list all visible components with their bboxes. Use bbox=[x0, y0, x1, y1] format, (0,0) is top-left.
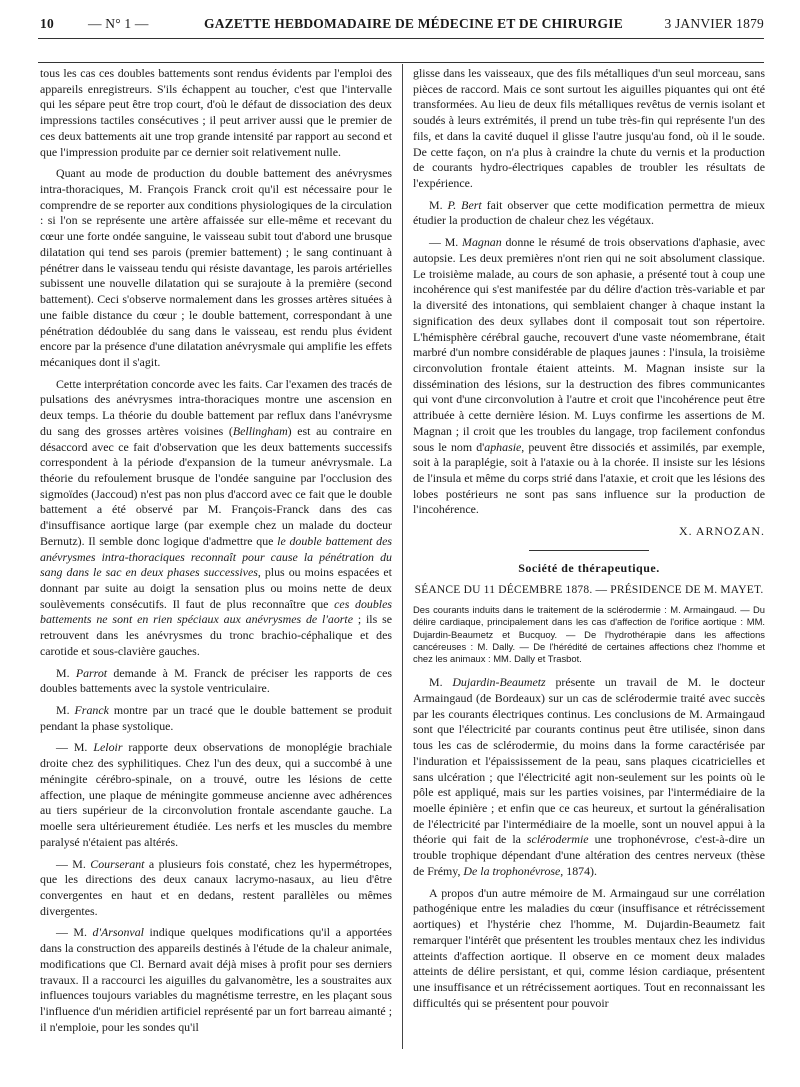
paragraph: M. P. Bert fait observer que cette modification permettra de mieux étudier la production de chaleur chez les végétaux. bbox=[413, 197, 765, 228]
speaker-name: Parrot bbox=[75, 665, 108, 680]
speaker-name: Magnan bbox=[462, 235, 502, 250]
page-number: 10 bbox=[40, 16, 54, 31]
paragraph: tous les cas ces doubles battements sont rendus évidents par l'emploi des appareils enregistreurs. S'ils échappent au toucher, c'est que l'intervalle qui les sépare peut être trop court, d'où le défaut de dissociation des deux impressions tactiles consécutives ; il peut arriver aussi que le premier de ces deux battements ait une trop grande intensité par rapport au second et que l'impression produite par ce dernier soit relativement nulle. bbox=[40, 66, 392, 159]
paragraph: Quant au mode de production du double battement des anévrysmes intra-thoraciques, M. François Franck croit qu'il est nécessaire pour le comprendre de se reporter aux conditions physiologiques de la circulation : si l'on se représente une artère affaissée sur elle-même et recevant du cœur une forte ondée sanguine, le vaisseau subit tout d'abord une brusque dilatation qui tend ses parois (premier battement) ; le sang continuant à pénétrer dans le vaisseau tendu qui résiste davantage, les parois artérielles subissent une nouvelle dilatation qui se surajoute à la première (second battement). Ceci s'observe normalement dans les grosses artères situées à une faible distance du cœur ; le double battement, correspondant à une pénétration dédoublée du sang dans le vaisseau, est rendu plus évident encore par la présence d'une dilatation anévrysmale qui amplifie les effets mécaniques dont il s'agit. bbox=[40, 166, 392, 369]
issue-date: 3 JANVIER 1879 bbox=[664, 16, 764, 31]
speaker-name: Leloir bbox=[93, 740, 123, 755]
paragraph: — M. Leloir rapporte deux observations de monoplégie brachiale droite chez des syphilitiques. Chez l'un des deux, qui a succombé à une méningite cérébro-spinale, on a trouvé, outre les lésions de cette affection, une plaque de méningite gommeuse ancienne avec adhérences au tiers supérieur de la circonvolution frontale ascendante gauche. La moelle sera ultérieurement étudiée. Les nerfs et les muscles du membre paralysé n'étaient pas altérés. bbox=[40, 740, 392, 849]
paragraph: M. Dujardin-Beaumetz présente un travail de M. le docteur Armaingaud (de Bordeaux) sur un cas de sclérodermie traité avec succès par les courants électriques continus. Les conclusions de M. Armaingaud sont que l'électricité par courants continus peut être utilisée, sinon dans tous les cas de sclérodermie, du moins dans la forme caractérisée par l'induration et l'épaississement de la peau, sans plaques cicatricielles et sans ulcération ; que l'électricité agit non-seulement sur les points où le pôle est appliqué, mais sur les parties voisines, par l'intermédiaire de la moelle épinière ; et enfin que ce cas heureux, et surtout la généralisation de l'électricité par l'intermédiaire de la moelle, sont un nouvel appui à la théorie qui fait de la sclérodermie une trophonévrose, c'est-à-dire un trouble trophique dépendant d'une altération des centres nerveux (thèse de Frémy, De la trophonévrose, 1874). bbox=[413, 675, 765, 878]
paragraph: M. Franck montre par un tracé que le double battement se produit pendant la phase systolique. bbox=[40, 703, 392, 733]
speaker-name: Courserant bbox=[90, 856, 145, 871]
paragraph: glisse dans les vaisseaux, que des fils métalliques d'un seul morceau, sans pièces de raccord. Mais ce sont surtout les aiguilles piquantes qui ont été transformées. Au lieu de deux fils métalliques revêtus de vernis isolant et soudés à leurs extrémités, il prend un tube très-fin qui représente l'un des fils, et dans la cavité duquel il glisse l'autre jusqu'au fond, où il le soude. De cette façon, on n'a plus à craindre la chute du vernis et la production de courants hydro-électriques capables de troubler les résultats de l'expérience. bbox=[413, 66, 765, 191]
issue-number: — N° 1 — bbox=[88, 16, 149, 31]
column-divider bbox=[402, 64, 403, 1049]
left-column bbox=[40, 66, 392, 1041]
header-rule-top bbox=[38, 38, 764, 39]
author-signature: X. ARNOZAN. bbox=[679, 524, 765, 539]
paragraph: — M. Magnan donne le résumé de trois observations d'aphasie, avec autopsie. Les deux premières n'ont rien qui ne soit absolument classique. Le troisième malade, au cours de son aphasie, a présenté tout à coup une incohérence qui s'est manifestée par du délire d'action très-variable et par la diversité des intonations, qui semblaient changer à chaque instant la signification des deux syllabes dont il composait tout son répertoire. L'hémisphère cérébral gauche, recouvert d'une vaste néomembrane, était marbré d'un nombre considérable de plaques jaunes : l'insula, la troisième circonvolution frontale étaient atteints. M. Magnan insiste sur la dissémination des lésions, sur la destruction des fibres communicantes qui vont d'une circonvolution à l'autre et croit que l'incohérence peut être attribuée à cette dernière lésion. M. Luys confirme les assertions de M. Magnan ; il croit que les troubles du langage, trop facilement confondus sous le nom d'aphasie, peuvent être dissociés et assimilés, par exemple, soit à la paraplégie, soit à l'ataxie ou à la chorée. Il insiste sur les lésions de l'insula et même du corps strié dans l'ataxie, et croit que les lésions des lobes postérieurs ne sont pas sans influence sur la production de l'incohérence. bbox=[413, 235, 766, 517]
header-rule-bottom bbox=[38, 62, 764, 63]
section-separator bbox=[529, 550, 649, 551]
session-line: SÉANCE DU 11 DÉCEMBRE 1878. — PRÉSIDENCE DE M. MAYET. bbox=[414, 583, 764, 596]
speaker-name: Franck bbox=[74, 703, 109, 718]
running-header bbox=[40, 16, 764, 36]
speaker-name: P. Bert bbox=[447, 197, 482, 212]
paragraph: M. Parrot demande à M. Franck de préciser les rapports de ces doubles battements avec la systole ventriculaire. bbox=[40, 665, 392, 696]
journal-title: GAZETTE HEBDOMADAIRE DE MÉDECINE ET DE CHIRURGIE bbox=[204, 16, 623, 31]
paragraph: — M. d'Arsonval indique quelques modifications qu'il a apportées dans la construction des appareils destinés à l'étude de la chaleur animale, modifications que Cl. Bernard avait déjà mises à profit pour ses derniers travaux. Il a raccourci les aiguilles du galvanomètre, les a soustraites aux influences toujours variables du magnétisme terrestre, en les plaçant sous l'influence d'un méridien artificiel représenté par un fort barreau aimanté ; il n'emploie, pour les sondes qu'il bbox=[40, 925, 392, 1034]
speaker-name: Dujardin-Beaumetz bbox=[452, 675, 546, 690]
paragraph: Cette interprétation concorde avec les faits. Car l'examen des tracés de pulsations des anévrysmes intra-thoraciques montre une ascension en deux temps. La théorie du double battement par reflux dans l'anévrysme du sang des grosses artères voisines (Bellingham) est au contraire en désaccord avec ce fait d'observation que les deux battements successifs correspondent à la période d'expansion de la tumeur anévrysmale. La théorie du refoulement brusque de l'ondée sanguine par l'occlusion des sigmoïdes (Jaccoud) n'est pas non plus d'accord avec ce fait que le double battement a été observé par M. François-Franck dans des cas d'insuffisance aortique large (par exemple chez un malade du docteur Bernutz). Il semble donc logique d'admettre que le double battement des anévrysmes intra-thoraciques reconnaît pour cause la pénétration du sang dans le sac en deux phases successives, plus ou moins espacées et donnant par suite au doigt la sensation plus ou moins nette de deux soulèvements consécutifs. Il faut de plus reconnaître que ces doubles battements ne sont en rien spéciaux aux anévrysmes de l'aorte ; ils se retrouvent dans les anévrysmes du tronc brachio-céphalique et des carotide et sous-clavière gauches. bbox=[40, 376, 393, 658]
paragraph: A propos d'un autre mémoire de M. Armaingaud sur une corrélation pathogénique entre les maladies du cœur (insuffisance et rétrécissement aortiques) et l'hystérie chez l'homme, M. Dujardin-Beaumetz fait remarquer l'intérêt que présentent les troubles mentaux chez les individus atteints d'affection aortique. Il observe en ce moment deux malades atteints de délire persistant, et qui, comme lésion cardiaque, présentent une insuffisance et un rétrécissement aortiques. Tout en reconnaissant les difficultés qui se présentent pour pouvoir bbox=[413, 885, 765, 1010]
paragraph: — M. Courserant a plusieurs fois constaté, chez les hypermétropes, que les directions des deux canaux lacrymo-nasaux, au lieu d'être convergentes en haut et en dedans, restent parallèles ou mêmes divergentes. bbox=[40, 856, 392, 918]
right-column bbox=[413, 66, 765, 1017]
speaker-name: d'Arsonval bbox=[92, 925, 144, 940]
session-summary: Des courants induits dans le traitement de la sclérodermie : M. Armaingaud. — Du délire cardiaque, principalement dans les cas d'affection de l'orifice aortique : MM. Dujardin-Beaumetz et Bucquoy. — De l'hydrothérapie dans les affections cancéreuses : M. Dally. — De l'hérédité de certaines affections chez l'homme et chez les animaux : MM. Dally et Trasbot. bbox=[413, 604, 765, 665]
section-heading: Société de thérapeutique. bbox=[518, 560, 660, 575]
